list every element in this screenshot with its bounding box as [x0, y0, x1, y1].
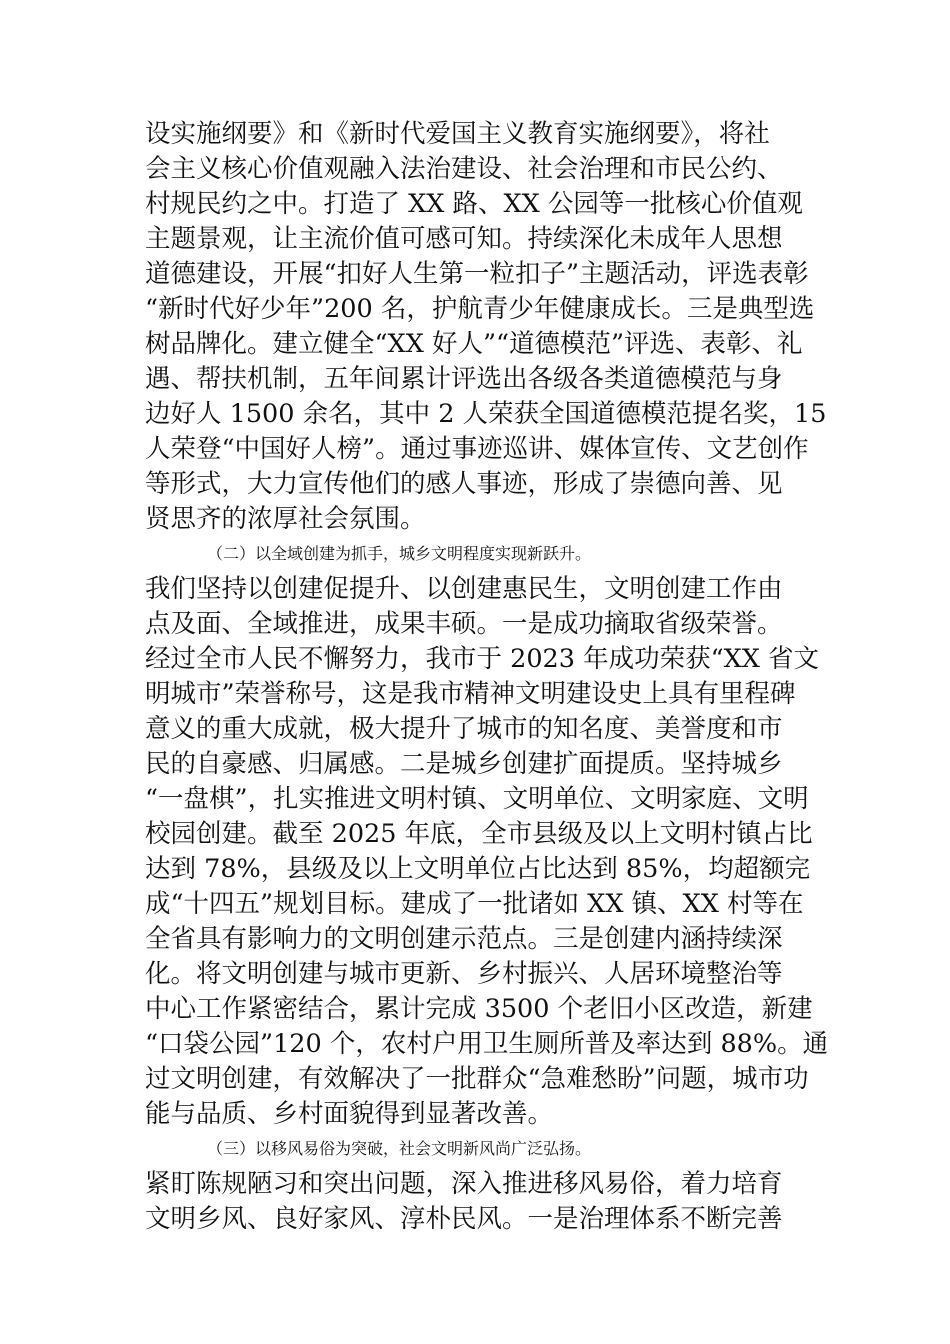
text-line: 全省具有影响力的文明创建示范点。三是创建内涵持续深 — [145, 924, 783, 954]
text-line: 树品牌化。建立健全“XX 好人”“道德模范”评选、表彰、礼 — [145, 329, 803, 359]
text-line: 民的自豪感、归属感。二是城乡创建扩面提质。坚持城乡 — [145, 749, 783, 779]
text-line: 点及面、全域推进，成果丰硕。一是成功摘取省级荣誉。 — [145, 609, 783, 639]
text-line: 成“十四五”规划目标。建成了一批诸如 XX 镇、XX 村等在 — [145, 889, 804, 919]
text-line: 达到 78%，县级及以上文明单位占比达到 85%，均超额完 — [145, 854, 811, 884]
text-line: 主题景观，让主流价值可感可知。持续深化未成年人思想 — [145, 224, 783, 254]
text-line: 贤思齐的浓厚社会氛围。 — [145, 504, 426, 534]
text-line: “一盘棋”，扎实推进文明村镇、文明单位、文明家庭、文明 — [145, 784, 809, 814]
text-line: 我们坚持以创建促提升、以创建惠民生，文明创建工作由 — [145, 574, 783, 604]
text-line: 边好人 1500 余名，其中 2 人荣获全国道德模范提名奖，15 — [145, 399, 827, 429]
text-line: 人荣登“中国好人榜”。通过事迹巡讲、媒体宣传、文艺创作 — [145, 434, 809, 464]
text-line: 校园创建。截至 2025 年底，全市县级及以上文明村镇占比 — [145, 819, 813, 849]
text-line: 中心工作紧密结合，累计完成 3500 个老旧小区改造，新建 — [145, 994, 813, 1024]
text-line: 文明乡风、良好家风、淳朴民风。一是治理体系不断完善 — [145, 1204, 783, 1234]
section-heading: （三）以移风易俗为突破，社会文明新风尚广泛弘扬。 — [207, 1139, 592, 1158]
text-line: 等形式，大力宣传他们的感人事迹，形成了崇德向善、见 — [145, 469, 783, 499]
section-heading: （二）以全域创建为抓手，城乡文明程度实现新跃升。 — [207, 544, 592, 563]
text-line: “新时代好少年”200 名，护航青少年健康成长。三是典型选 — [145, 294, 815, 324]
text-line: 紧盯陈规陋习和突出问题，深入推进移风易俗，着力培育 — [145, 1169, 783, 1199]
text-line: 道德建设，开展“扣好人生第一粒扣子”主题活动，评选表彰 — [145, 259, 809, 289]
text-line: 会主义核心价值观融入法治建设、社会治理和市民公约、 — [145, 154, 783, 184]
text-line: 化。将文明创建与城市更新、乡村振兴、人居环境整治等 — [145, 959, 783, 989]
text-line: 经过全市人民不懈努力，我市于 2023 年成功荣获“XX 省文 — [145, 644, 820, 674]
text-line: 能与品质、乡村面貌得到显著改善。 — [145, 1099, 554, 1129]
text-line: 过文明创建，有效解决了一批群众“急难愁盼”问题，城市功 — [145, 1064, 809, 1094]
text-line: 遇、帮扶机制，五年间累计评选出各级各类道德模范与身 — [145, 364, 783, 394]
text-line: 明城市”荣誉称号，这是我市精神文明建设史上具有里程碑 — [145, 679, 796, 709]
text-line: “口袋公园”120 个，农村户用卫生厕所普及率达到 88%。通 — [145, 1029, 829, 1059]
text-line: 意义的重大成就，极大提升了城市的知名度、美誉度和市 — [145, 714, 783, 744]
text-line: 设实施纲要》和《新时代爱国主义教育实施纲要》，将社 — [145, 119, 770, 149]
text-line: 村规民约之中。打造了 XX 路、XX 公园等一批核心价值观 — [145, 189, 803, 219]
